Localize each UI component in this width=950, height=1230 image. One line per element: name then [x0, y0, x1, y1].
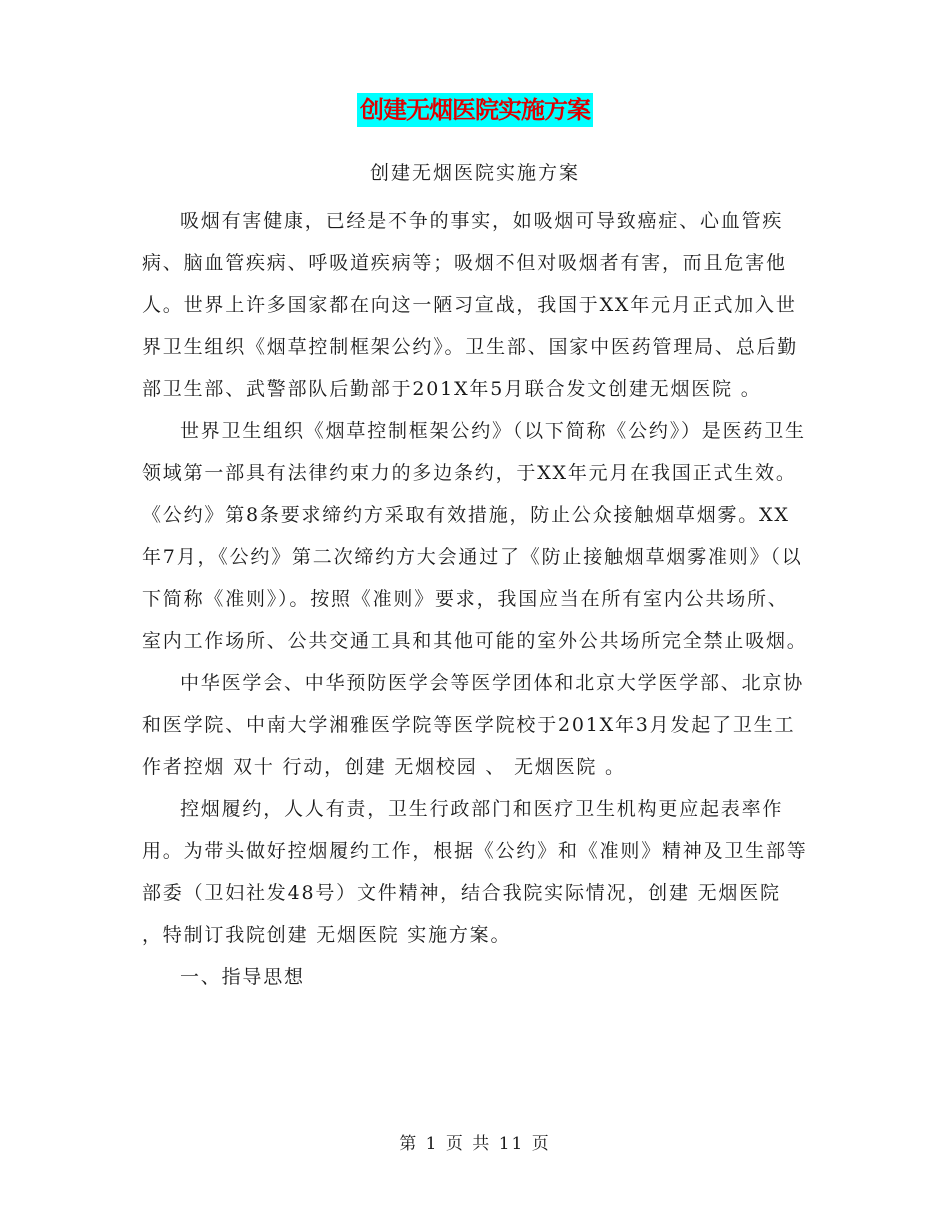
paragraph: 中华医学会、中华预防医学会等医学团体和北京大学医学部、北京协和医学院、中南大学湘雅医学院等医学院校于201X年3月发起了卫生工作者控烟 双十 行动，创建 无烟校园 、 无烟医院 。 — [142, 672, 805, 778]
paragraph: 吸烟有害健康，已经是不争的事实，如吸烟可导致癌症、心血管疾病、脑血管疾病、呼吸道疾病等；吸烟不但对吸烟者有害，而且危害他人。世界上许多国家都在向这一陋习宣战，我国于XX年元月正式加入世界卫生组织《烟草控制框架公约》。卫生部、国家中医药管理局、总后勤部卫生部、武警部队后勤部于201X年5月联合发文创建无烟医院 。 — [142, 210, 799, 400]
highlighted-title: 创建无烟医院实施方案 — [357, 93, 593, 127]
document-body — [142, 200, 808, 998]
paragraph: 世界卫生组织《烟草控制框架公约》（以下简称《公约》）是医药卫生领域第一部具有法律约束力的多边条约，于XX年元月在我国正式生效。《公约》第8条要求缔约方采取有效措施，防止公众接触烟草烟雾。XX年7月，《公约》第二次缔约方大会通过了《防止接触烟草烟雾准则》（以下简称《准则》）。按照《准则》要求，我国应当在所有室内公共场所、室内工作场所、公共交通工具和其他可能的室外公共场所完全禁止吸烟。 — [142, 420, 808, 652]
document-subtitle: 创建无烟医院实施方案 — [369, 162, 580, 184]
page-footer: 第 1 页 共 11 页 — [399, 1134, 551, 1154]
document-title — [0, 93, 950, 127]
paragraph: 控烟履约，人人有责，卫生行政部门和医疗卫生机构更应起表率作用。为带头做好控烟履约工作，根据《公约》和《准则》精神及卫生部等部委（卫妇社发48号）文件精神，结合我院实际情况，创建 无烟医院 ，特制订我院创建 无烟医院 实施方案。 — [142, 798, 808, 946]
section-heading: 一、指导思想 — [180, 966, 305, 988]
